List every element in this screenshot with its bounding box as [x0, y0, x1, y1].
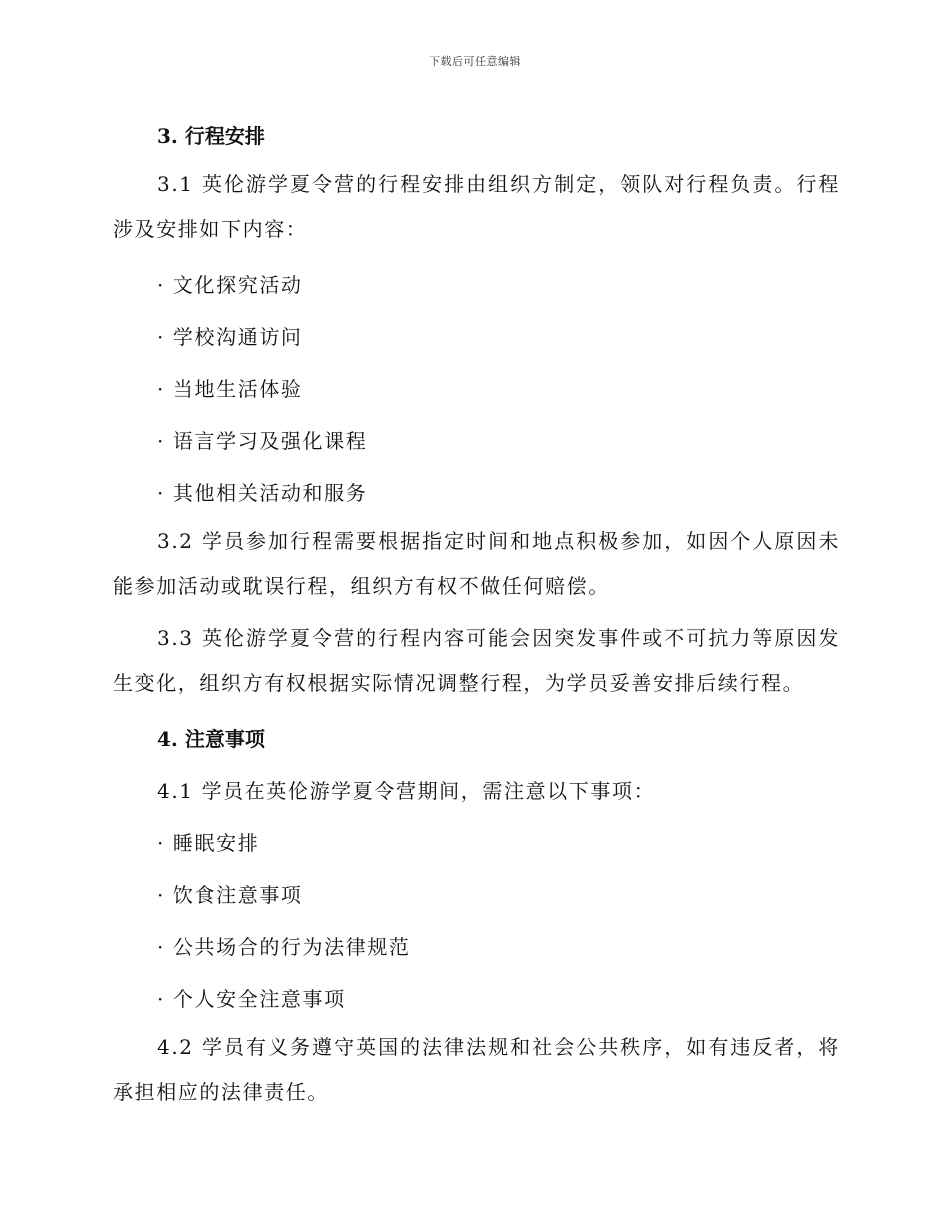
list-item: · 语言学习及强化课程 — [157, 429, 368, 453]
list-item: · 公共场合的行为法律规范 — [157, 935, 411, 959]
section-3-2-paragraph: 3.2 学员参加行程需要根据指定时间和地点积极参加，如因个人原因未能参加活动或耽误行程，组织方有权不做任何赔偿。 — [113, 529, 840, 598]
list-item: · 文化探究活动 — [157, 273, 303, 297]
section-3-1-paragraph: 3.1 英伦游学夏令营的行程安排由组织方制定，领队对行程负责。行程涉及安排如下内容： — [113, 172, 840, 241]
list-item: · 睡眠安排 — [157, 831, 260, 855]
list-item: · 饮食注意事项 — [157, 883, 303, 907]
list-item: · 其他相关活动和服务 — [157, 481, 368, 505]
list-item: · 当地生活体验 — [157, 377, 303, 401]
section-3-3-paragraph: 3.3 英伦游学夏令营的行程内容可能会因突发事件或不可抗力等原因发生变化，组织方有权根据实际情况调整行程，为学员妥善安排后续行程。 — [113, 626, 840, 695]
list-item: · 学校沟通访问 — [157, 325, 303, 349]
list-item: · 个人安全注意事项 — [157, 987, 346, 1011]
document-body — [113, 110, 840, 1122]
header-note: 下载后可任意编辑 — [429, 55, 521, 68]
section-3-heading: 3. 行程安排 — [157, 124, 265, 148]
section-4-2-paragraph: 4.2 学员有义务遵守英国的法律法规和社会公共秩序，如有违反者，将承担相应的法律责任。 — [113, 1035, 840, 1104]
section-4-heading: 4. 注意事项 — [157, 727, 265, 751]
section-4-1-paragraph: 4.1 学员在英伦游学夏令营期间，需注意以下事项： — [157, 779, 656, 803]
